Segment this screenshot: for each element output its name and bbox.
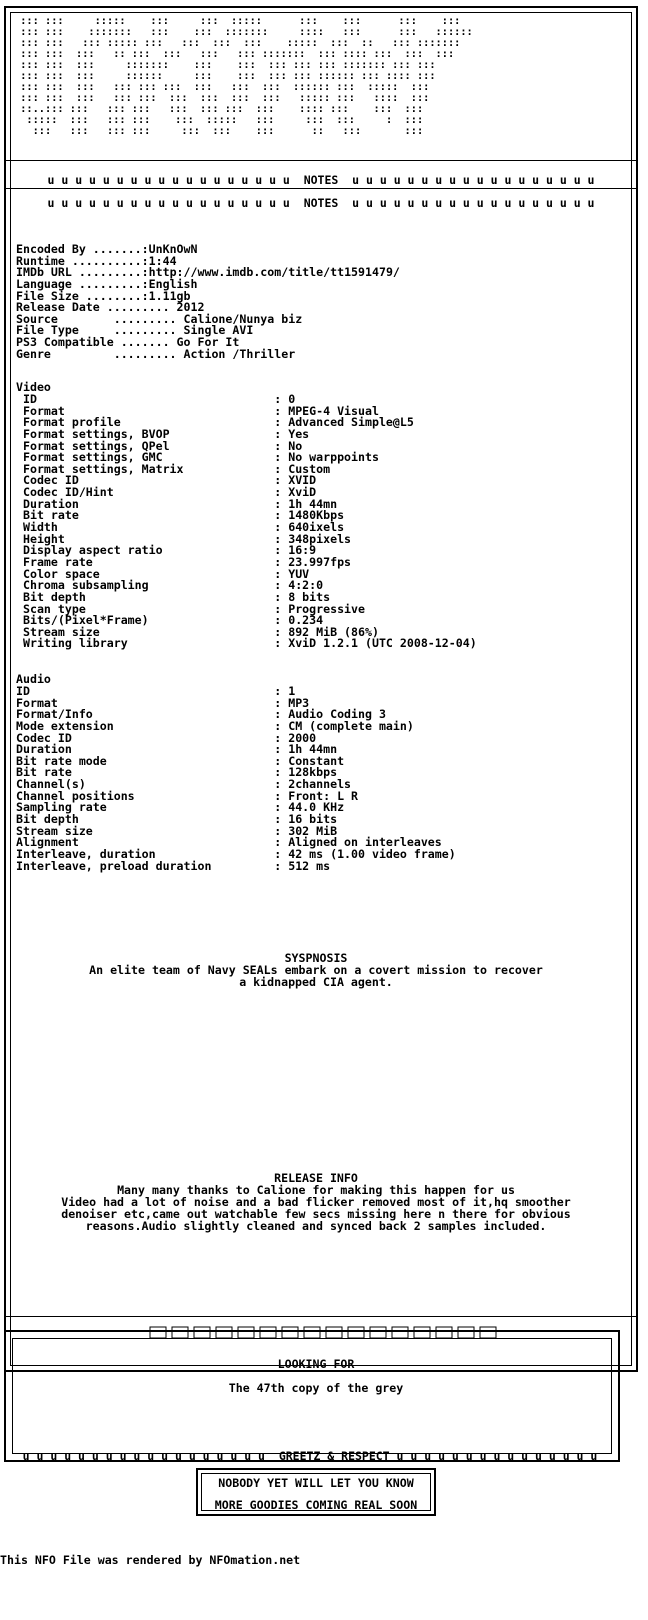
spec-row (16, 718, 456, 733)
spec-value: : Yes (274, 426, 310, 441)
spec-key: Channel positions (16, 788, 135, 803)
footer-credit: This NFO File was rendered by NFOmation.net (0, 1553, 301, 1567)
spec-key: Format settings, GMC (16, 450, 163, 465)
release-info-line: Video had a lot of noise and a bad flicker removed most of it,hq smoother (61, 1195, 571, 1209)
spec-value: : 23.997fps (274, 554, 352, 569)
spec-key: Source ......... (16, 311, 184, 326)
spec-key: Bit rate (16, 765, 72, 780)
spec-row (16, 730, 456, 745)
spec-value: : 8 bits (274, 589, 331, 604)
spec-key: ID (16, 392, 37, 406)
spec-value: : 4:2:0 (274, 578, 324, 593)
synopsis-line: a kidnapped CIA agent. (239, 975, 393, 989)
spec-key: IMDb URL .........: (16, 265, 149, 280)
spec-value: : 1h 44mn (274, 742, 338, 757)
spec-value: : XviD (274, 485, 317, 500)
ascii-logo (14, 16, 626, 162)
spec-key: Interleave, duration (16, 846, 156, 861)
spec-value: : No (274, 438, 303, 453)
synopsis-title: SYSPNOSIS (284, 951, 348, 965)
spec-value: : Constant (274, 753, 345, 768)
divider-line (6, 188, 636, 189)
spec-value: : 16:9 (274, 543, 317, 558)
spec-value: : XVID (274, 473, 317, 488)
spec-value: : 348pixels (274, 531, 352, 546)
spec-value: : MPEG-4 Visual (274, 403, 379, 418)
spec-key: Bits/(Pixel*Frame) (16, 613, 149, 628)
spec-value: : 44.0 KHz (274, 800, 345, 815)
video-heading: Video (16, 380, 51, 394)
spec-value: 1:44 (148, 253, 177, 268)
audio-specs (16, 686, 456, 872)
spec-value: : 1h 44mn (274, 496, 338, 511)
spec-value: : Aligned on interleaves (274, 835, 442, 850)
spec-key: Codec ID (16, 730, 72, 745)
spec-value: : 0 (274, 392, 296, 406)
spec-value: : Audio Coding 3 (274, 707, 386, 722)
spec-key: Bit depth (16, 589, 86, 604)
spec-row (16, 686, 456, 698)
spec-row (16, 346, 400, 361)
spec-key: Genre ......... (16, 346, 184, 361)
release-info-title: RELEASE INFO (274, 1171, 358, 1185)
spec-key: Format (16, 403, 65, 418)
spec-value: : MP3 (274, 695, 310, 710)
decorative-blocks (120, 1326, 550, 1340)
spec-key: Display aspect ratio (16, 543, 163, 558)
spec-key: Format/Info (16, 707, 93, 722)
greetz-line: MORE GOODIES COMING REAL SOON (214, 1498, 418, 1512)
spec-key: Color space (16, 566, 100, 581)
spec-value: : 42 ms (1.00 video frame) (274, 846, 456, 861)
spec-key: Height (16, 531, 65, 546)
spec-key: Format settings, BVOP (16, 426, 170, 441)
divider-line (6, 1316, 636, 1317)
spec-row (16, 522, 477, 534)
spec-value: Action /Thriller (183, 346, 296, 361)
spec-value: 1.11gb (148, 288, 191, 303)
spec-key: Interleave, preload duration (16, 858, 212, 873)
spec-value: : CM (complete main) (274, 718, 414, 733)
spec-value: : 0.234 (274, 613, 324, 628)
spec-value: : 1480Kbps (274, 508, 345, 523)
spec-value: http://www.imdb.com/title/tt1591479/ (148, 265, 400, 280)
spec-row (16, 496, 477, 511)
spec-value: : 128kbps (274, 765, 338, 780)
spec-key: Width (16, 520, 58, 535)
spec-key: Sampling rate (16, 800, 107, 815)
spec-value: : Custom (274, 461, 331, 476)
spec-value: : 2000 (274, 730, 317, 745)
spec-row (16, 487, 477, 499)
spec-key: Encoded By .......: (16, 242, 149, 256)
spec-value: : 892 MiB (86%) (274, 624, 379, 639)
spec-key: Release Date ......... (16, 300, 177, 315)
notes-banner: u u u u u u u u u u u u u u u u u u NOTES u u u u u u u u u u u u u u u u u u (47, 173, 595, 187)
ascii-logo-art: ::: ::: ::::: ::: ::: ::::: ::: ::: ::: ::: ::: ::: ::::::: ::: ::: ::::::: :::: ::: ::: :::::: ::: ::: ::: ::::: ::: ::: ::: ::: ::::: ::: :: ::: ::::::: ::: ::: ::: :: ::: ::: ::: ::: ::::::: ::: :::: ::: ::: ::: ::: ::: ::: ::::::: ::: ::: ::: ::: ::: ::::::: ::: ::: ::: ::: ::: :::::: ::: ::: ::: ::: :::::: ::: :::: ::: ::: ::: ::: ::: ::: ::: ::: ::: ::: :::::: ::: ::::: ::: ::: ::: ::: ::: ::: ::: ::: ::: ::: ::::: ::: :::: ::: ::..::: ::: ::: ::: ::: ::: ::: ::: :::: ::: ::: ::: ::::: ::: ::: ::: ::: ::::: ::: ::: ::: : ::: ::: ::: ::: ::: ::: ::: ::: :: ::: ::: (20, 16, 473, 137)
spec-key: Format settings, QPel (16, 438, 170, 453)
spec-value: : Progressive (274, 601, 365, 616)
spec-value: Calione/Nunya biz (183, 311, 303, 326)
spec-row (16, 753, 456, 768)
spec-value: : 16 bits (274, 812, 338, 827)
spec-row (16, 858, 456, 873)
looking-for-text: The 47th copy of the grey (228, 1381, 404, 1395)
greetz-line: NOBODY YET WILL LET YOU KNOW (218, 1476, 414, 1490)
spec-value: : XviD 1.2.1 (UTC 2008-12-04) (274, 636, 477, 651)
spec-row (16, 638, 477, 650)
notes-banner-2: u u u u u u u u u u u u u u u u u u NOTES u u u u u u u u u u u u u u u u u u (47, 196, 595, 210)
looking-for-box (4, 1330, 620, 1462)
spec-key: Bit depth (16, 812, 79, 827)
spec-key: PS3 Compatible ....... (16, 335, 177, 350)
looking-for-title: LOOKING FOR (277, 1357, 355, 1371)
spec-value: 2012 (176, 300, 205, 315)
spec-value: English (148, 276, 198, 291)
spec-key: Chroma subsampling (16, 578, 149, 593)
release-details (16, 244, 400, 360)
spec-key: Writing library (16, 636, 128, 651)
spec-value: : 640ixels (274, 520, 345, 535)
spec-value: : 1 (274, 684, 296, 698)
greetz-banner: u u u u u u u u u u u u u u u u u u GREETZ & RESPECT u u u u u u u u u u u u u u u (22, 1449, 598, 1463)
spec-key: Language .........: (16, 276, 149, 291)
greetz-box (196, 1468, 436, 1516)
divider-line (6, 160, 636, 161)
spec-key: Format (16, 695, 58, 710)
spec-key: Bit rate (16, 508, 79, 523)
spec-key: ID (16, 684, 30, 698)
spec-value: Single AVI (183, 323, 254, 338)
spec-value: : Front: L R (274, 788, 359, 803)
spec-key: Scan type (16, 601, 86, 616)
spec-key: Bit rate mode (16, 753, 107, 768)
spec-key: File Size ........: (16, 288, 149, 303)
release-info-line: Many many thanks to Calione for making this happen for us (117, 1183, 515, 1197)
spec-row (16, 394, 477, 406)
spec-value: Go For It (176, 335, 240, 350)
spec-key: Codec ID/Hint (16, 485, 114, 500)
synopsis-line: An elite team of Navy SEALs embark on a covert mission to recover (89, 963, 543, 977)
spec-value: UnKnOwN (148, 242, 198, 256)
spec-value: : No warppoints (274, 450, 379, 465)
spec-key: Runtime ..........: (16, 253, 149, 268)
spec-key: Duration (16, 496, 79, 511)
video-specs (16, 394, 477, 650)
spec-key: Format profile (16, 415, 121, 430)
spec-key: Duration (16, 742, 72, 757)
spec-value: : 302 MiB (274, 823, 338, 838)
spec-key: Format settings, Matrix (16, 461, 184, 476)
spec-row (16, 802, 456, 814)
spec-key: Alignment (16, 835, 79, 850)
spec-key: Mode extension (16, 718, 114, 733)
release-info-line: denoiser etc,came out watchable few secs missing here n there for obvious (61, 1207, 571, 1221)
spec-key: Codec ID (16, 473, 79, 488)
spec-key: File Type ......... (16, 323, 184, 338)
audio-heading: Audio (16, 672, 51, 686)
spec-value: : Advanced Simple@L5 (274, 415, 414, 430)
spec-value: : 512 ms (274, 858, 331, 873)
spec-key: Stream size (16, 823, 93, 838)
spec-key: Stream size (16, 624, 100, 639)
spec-value: : 2channels (274, 777, 352, 792)
spec-row (16, 461, 477, 476)
spec-row (16, 510, 477, 522)
spec-key: Channel(s) (16, 777, 86, 792)
spec-key: Frame rate (16, 554, 93, 569)
spec-value: : YUV (274, 566, 310, 581)
release-info-line: reasons.Audio slightly cleaned and synced back 2 samples included. (85, 1219, 547, 1233)
